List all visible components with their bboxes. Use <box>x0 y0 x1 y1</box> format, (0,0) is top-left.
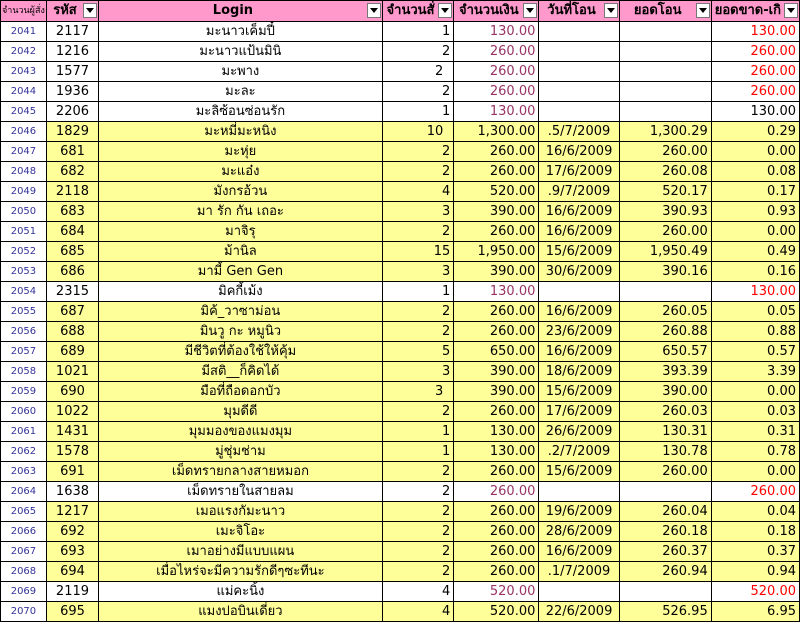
header-balance <box>711 1 799 22</box>
row-number[interactable]: 2051 <box>1 222 47 242</box>
date-cell[interactable]: .9/7/2009 <box>539 182 619 202</box>
qty-cell[interactable]: 2 <box>382 522 454 542</box>
login-cell[interactable]: มา รัก กัน เถอะ <box>99 202 383 222</box>
balance-cell[interactable]: 0.18 <box>711 522 799 542</box>
amount-cell[interactable]: 260.00 <box>454 502 539 522</box>
table-row <box>1 302 800 322</box>
filter-dropdown-icon[interactable] <box>367 3 381 18</box>
row-number[interactable]: 2065 <box>1 502 47 522</box>
balance-cell[interactable]: 0.93 <box>711 202 799 222</box>
transfer-cell[interactable]: 260.00 <box>619 142 711 162</box>
code-cell[interactable]: 1431 <box>46 422 98 442</box>
date-cell[interactable]: .5/7/2009 <box>539 122 619 142</box>
row-number[interactable]: 2067 <box>1 542 47 562</box>
balance-cell[interactable]: 0.00 <box>711 142 799 162</box>
qty-cell[interactable]: 2 <box>382 502 454 522</box>
table-row <box>1 562 800 582</box>
transfer-cell[interactable]: 390.00 <box>619 382 711 402</box>
header-transfer-label: ยอดโอน <box>633 3 682 18</box>
amount-cell[interactable]: 1,950.00 <box>454 242 539 262</box>
table-row <box>1 582 800 602</box>
login-cell[interactable]: มะนาวเค็มปี๋ <box>99 22 383 42</box>
balance-cell[interactable]: 0.00 <box>711 382 799 402</box>
transfer-cell[interactable] <box>619 482 711 502</box>
login-cell[interactable]: มินวู กะ หมูนิว <box>99 322 383 342</box>
balance-cell[interactable]: 0.16 <box>711 262 799 282</box>
amount-cell[interactable]: 390.00 <box>454 202 539 222</box>
balance-cell[interactable]: 6.95 <box>711 602 799 622</box>
qty-cell[interactable]: 4 <box>382 182 454 202</box>
row-number[interactable]: 2053 <box>1 262 47 282</box>
row-number[interactable]: 2043 <box>1 62 47 82</box>
table-row <box>1 522 800 542</box>
amount-cell[interactable]: 130.00 <box>454 442 539 462</box>
amount-cell[interactable]: 520.00 <box>454 182 539 202</box>
balance-cell[interactable]: 0.31 <box>711 422 799 442</box>
login-cell[interactable]: เมื่อไหร่จะมีความรักดีๆซะทีนะ <box>99 562 383 582</box>
transfer-cell[interactable] <box>619 582 711 602</box>
transfer-cell[interactable]: 390.16 <box>619 262 711 282</box>
qty-cell[interactable]: 1 <box>382 102 454 122</box>
login-cell[interactable]: มุมดีดี <box>99 402 383 422</box>
date-cell[interactable] <box>539 82 619 102</box>
balance-cell[interactable]: 520.00 <box>711 582 799 602</box>
transfer-cell[interactable] <box>619 62 711 82</box>
balance-cell[interactable]: 260.00 <box>711 42 799 62</box>
amount-cell[interactable]: 130.00 <box>454 102 539 122</box>
row-number[interactable]: 2044 <box>1 82 47 102</box>
transfer-cell[interactable]: 260.00 <box>619 222 711 242</box>
amount-cell[interactable]: 260.00 <box>454 402 539 422</box>
amount-cell[interactable]: 1,300.00 <box>454 122 539 142</box>
table-row <box>1 362 800 382</box>
qty-cell[interactable]: 10 <box>382 122 454 142</box>
row-number[interactable]: 2059 <box>1 382 47 402</box>
row-number[interactable]: 2052 <box>1 242 47 262</box>
header-transfer <box>619 1 711 22</box>
date-cell[interactable]: 16/6/2009 <box>539 142 619 162</box>
code-cell[interactable]: 2315 <box>46 282 98 302</box>
date-cell[interactable]: 16/6/2009 <box>539 202 619 222</box>
amount-cell[interactable]: 260.00 <box>454 222 539 242</box>
date-cell[interactable]: 15/6/2009 <box>539 382 619 402</box>
code-cell[interactable]: 681 <box>46 142 98 162</box>
date-cell[interactable] <box>539 482 619 502</box>
code-cell[interactable]: 1578 <box>46 442 98 462</box>
row-number[interactable]: 2060 <box>1 402 47 422</box>
table-row <box>1 462 800 482</box>
row-number[interactable]: 2054 <box>1 282 47 302</box>
filter-dropdown-icon[interactable] <box>604 3 618 18</box>
balance-cell[interactable]: 0.04 <box>711 502 799 522</box>
row-number[interactable]: 2048 <box>1 162 47 182</box>
login-cell[interactable]: แม่คะนิ้ง <box>99 582 383 602</box>
balance-cell[interactable]: 0.08 <box>711 162 799 182</box>
transfer-cell[interactable]: 650.57 <box>619 342 711 362</box>
code-cell[interactable]: 1217 <box>46 502 98 522</box>
header-qty-label: จำนวนสั่ <box>386 3 435 18</box>
row-number[interactable]: 2050 <box>1 202 47 222</box>
row-number[interactable]: 2046 <box>1 122 47 142</box>
row-number[interactable]: 2047 <box>1 142 47 162</box>
code-cell[interactable]: 2119 <box>46 582 98 602</box>
qty-cell[interactable]: 15 <box>382 242 454 262</box>
amount-cell[interactable]: 260.00 <box>454 82 539 102</box>
header-qty <box>382 1 454 22</box>
login-cell[interactable]: มะหมี่มะหนิง <box>99 122 383 142</box>
date-cell[interactable]: 23/6/2009 <box>539 322 619 342</box>
transfer-cell[interactable]: 260.05 <box>619 302 711 322</box>
header-date <box>539 1 619 22</box>
transfer-cell[interactable] <box>619 282 711 302</box>
table-row <box>1 242 800 262</box>
amount-cell[interactable]: 130.00 <box>454 282 539 302</box>
qty-cell[interactable]: 1 <box>382 282 454 302</box>
code-cell[interactable]: 694 <box>46 562 98 582</box>
table-row <box>1 42 800 62</box>
code-cell[interactable]: 1216 <box>46 42 98 62</box>
code-cell[interactable]: 1638 <box>46 482 98 502</box>
header-amount-label: จำนวนเงิน <box>459 3 519 18</box>
amount-cell[interactable]: 650.00 <box>454 342 539 362</box>
balance-cell[interactable]: 0.05 <box>711 302 799 322</box>
balance-cell[interactable]: 260.00 <box>711 62 799 82</box>
row-number[interactable]: 2049 <box>1 182 47 202</box>
balance-cell[interactable]: 130.00 <box>711 282 799 302</box>
transfer-cell[interactable]: 526.95 <box>619 602 711 622</box>
code-cell[interactable]: 695 <box>46 602 98 622</box>
code-cell[interactable]: 683 <box>46 202 98 222</box>
amount-cell[interactable]: 260.00 <box>454 302 539 322</box>
header-login <box>99 1 383 22</box>
transfer-cell[interactable]: 260.03 <box>619 402 711 422</box>
qty-cell[interactable]: 2 <box>382 142 454 162</box>
filter-dropdown-icon[interactable] <box>784 3 798 18</box>
table-row <box>1 222 800 242</box>
amount-cell[interactable]: 520.00 <box>454 582 539 602</box>
filter-dropdown-icon[interactable] <box>523 3 537 18</box>
login-cell[interactable]: ม้านิล <box>99 242 383 262</box>
amount-cell[interactable]: 130.00 <box>454 422 539 442</box>
login-cell[interactable]: มามี้ Gen Gen <box>99 262 383 282</box>
transfer-cell[interactable]: 130.31 <box>619 422 711 442</box>
code-cell[interactable]: 682 <box>46 162 98 182</box>
login-cell[interactable]: มะแอ๋ง <box>99 162 383 182</box>
qty-cell[interactable]: 2 <box>382 62 454 82</box>
code-cell[interactable]: 689 <box>46 342 98 362</box>
qty-cell[interactable]: 3 <box>382 362 454 382</box>
balance-cell[interactable]: 130.00 <box>711 22 799 42</box>
login-cell[interactable]: มะละ <box>99 82 383 102</box>
login-cell[interactable]: เมะจิโอะ <box>99 522 383 542</box>
qty-cell[interactable]: 2 <box>382 322 454 342</box>
date-cell[interactable]: 28/6/2009 <box>539 522 619 542</box>
qty-cell[interactable]: 3 <box>382 262 454 282</box>
login-cell[interactable]: เม็ดทรายกลางสายหมอก <box>99 462 383 482</box>
balance-cell[interactable]: 0.00 <box>711 462 799 482</box>
date-cell[interactable] <box>539 22 619 42</box>
qty-cell[interactable]: 1 <box>382 22 454 42</box>
transfer-cell[interactable]: 260.94 <box>619 562 711 582</box>
table-row <box>1 442 800 462</box>
amount-cell[interactable]: 390.00 <box>454 362 539 382</box>
transfer-cell[interactable]: 390.93 <box>619 202 711 222</box>
date-cell[interactable] <box>539 102 619 122</box>
transfer-cell[interactable]: 1,300.29 <box>619 122 711 142</box>
table-row <box>1 142 800 162</box>
code-cell[interactable]: 692 <box>46 522 98 542</box>
qty-cell[interactable]: 2 <box>382 462 454 482</box>
balance-cell[interactable]: 0.94 <box>711 562 799 582</box>
table-row <box>1 382 800 402</box>
code-cell[interactable]: 2206 <box>46 102 98 122</box>
qty-cell[interactable]: 3 <box>382 382 454 402</box>
code-cell[interactable]: 1021 <box>46 362 98 382</box>
login-cell[interactable]: มีสติ__ก็คิดได้ <box>99 362 383 382</box>
date-cell[interactable] <box>539 582 619 602</box>
date-cell[interactable]: 22/6/2009 <box>539 602 619 622</box>
date-cell[interactable]: 30/6/2009 <box>539 262 619 282</box>
header-rownum-label: จำนวนผู้สั่ง <box>2 6 45 16</box>
qty-cell[interactable]: 4 <box>382 582 454 602</box>
header-balance-label: ยอดขาด-เกิ <box>714 3 781 18</box>
header-login-label: Login <box>212 3 254 18</box>
row-number[interactable]: 2061 <box>1 422 47 442</box>
login-cell[interactable]: มะนาวแป้นมินิ <box>99 42 383 62</box>
balance-cell[interactable]: 0.57 <box>711 342 799 362</box>
filter-dropdown-icon[interactable] <box>438 3 452 18</box>
amount-cell[interactable]: 390.00 <box>454 382 539 402</box>
code-cell[interactable]: 1829 <box>46 122 98 142</box>
balance-cell[interactable]: 260.00 <box>711 82 799 102</box>
row-number[interactable]: 2068 <box>1 562 47 582</box>
qty-cell[interactable]: 2 <box>382 82 454 102</box>
transfer-cell[interactable]: 520.17 <box>619 182 711 202</box>
date-cell[interactable]: 19/6/2009 <box>539 502 619 522</box>
table-row <box>1 82 800 102</box>
amount-cell[interactable]: 260.00 <box>454 522 539 542</box>
table-row <box>1 62 800 82</box>
row-number[interactable]: 2070 <box>1 602 47 622</box>
table-row <box>1 102 800 122</box>
qty-cell[interactable]: 2 <box>382 42 454 62</box>
date-cell[interactable]: .1/7/2009 <box>539 562 619 582</box>
qty-cell[interactable]: 2 <box>382 402 454 422</box>
login-cell[interactable]: มะหุ่ย <box>99 142 383 162</box>
amount-cell[interactable]: 260.00 <box>454 142 539 162</box>
transfer-cell[interactable] <box>619 22 711 42</box>
date-cell[interactable]: 17/6/2009 <box>539 162 619 182</box>
login-cell[interactable]: มะลิซ้อนซ่อนรัก <box>99 102 383 122</box>
amount-cell[interactable]: 520.00 <box>454 602 539 622</box>
amount-cell[interactable]: 260.00 <box>454 562 539 582</box>
header-rownum <box>1 1 47 22</box>
amount-cell[interactable]: 260.00 <box>454 482 539 502</box>
filter-dropdown-icon[interactable] <box>83 3 97 18</box>
date-cell[interactable]: 16/6/2009 <box>539 302 619 322</box>
date-cell[interactable]: 26/6/2009 <box>539 422 619 442</box>
transfer-cell[interactable]: 260.88 <box>619 322 711 342</box>
qty-cell[interactable]: 2 <box>382 302 454 322</box>
login-cell[interactable]: มะพาง <box>99 62 383 82</box>
table-row <box>1 542 800 562</box>
transfer-cell[interactable]: 393.39 <box>619 362 711 382</box>
date-cell[interactable] <box>539 42 619 62</box>
table-row <box>1 482 800 502</box>
code-cell[interactable]: 2117 <box>46 22 98 42</box>
filter-dropdown-icon[interactable] <box>696 3 710 18</box>
table-row <box>1 162 800 182</box>
balance-cell[interactable]: 0.37 <box>711 542 799 562</box>
date-cell[interactable] <box>539 62 619 82</box>
table-row <box>1 402 800 422</box>
code-cell[interactable]: 1577 <box>46 62 98 82</box>
qty-cell[interactable]: 2 <box>382 162 454 182</box>
login-cell[interactable]: มีชีวิตที่ต้องใช้ให้คุ้ม <box>99 342 383 362</box>
qty-cell[interactable]: 4 <box>382 602 454 622</box>
balance-cell[interactable]: 0.03 <box>711 402 799 422</box>
table-row <box>1 322 800 342</box>
amount-cell[interactable]: 390.00 <box>454 262 539 282</box>
transfer-cell[interactable]: 1,950.49 <box>619 242 711 262</box>
table-row <box>1 422 800 442</box>
code-cell[interactable]: 687 <box>46 302 98 322</box>
date-cell[interactable]: 16/6/2009 <box>539 222 619 242</box>
login-cell[interactable]: มือที่ถือดอกบัว <box>99 382 383 402</box>
login-cell[interactable]: แมงปอบินเดี่ยว <box>99 602 383 622</box>
header-date-label: วันที่โอน <box>547 3 596 18</box>
header-code-label: รหัส <box>53 3 77 18</box>
table-row <box>1 262 800 282</box>
balance-cell[interactable]: 3.39 <box>711 362 799 382</box>
qty-cell[interactable]: 1 <box>382 442 454 462</box>
date-cell[interactable]: 15/6/2009 <box>539 242 619 262</box>
transfer-cell[interactable]: 260.00 <box>619 462 711 482</box>
row-number[interactable]: 2057 <box>1 342 47 362</box>
header-row <box>1 1 800 22</box>
balance-cell[interactable]: 0.00 <box>711 222 799 242</box>
date-cell[interactable]: 18/6/2009 <box>539 362 619 382</box>
amount-cell[interactable]: 260.00 <box>454 322 539 342</box>
balance-cell[interactable]: 0.29 <box>711 122 799 142</box>
table-row <box>1 182 800 202</box>
amount-cell[interactable]: 130.00 <box>454 22 539 42</box>
table-row <box>1 122 800 142</box>
amount-cell[interactable]: 260.00 <box>454 62 539 82</box>
qty-cell[interactable]: 3 <box>382 202 454 222</box>
login-cell[interactable]: เมอแรงกัมะนาว <box>99 502 383 522</box>
transfer-cell[interactable]: 260.08 <box>619 162 711 182</box>
qty-cell[interactable]: 5 <box>382 342 454 362</box>
balance-cell[interactable]: 130.00 <box>711 102 799 122</box>
row-number[interactable]: 2056 <box>1 322 47 342</box>
table-row <box>1 22 800 42</box>
code-cell[interactable]: 685 <box>46 242 98 262</box>
balance-cell[interactable]: 0.17 <box>711 182 799 202</box>
code-cell[interactable]: 690 <box>46 382 98 402</box>
code-cell[interactable]: 1022 <box>46 402 98 422</box>
transfer-cell[interactable]: 260.18 <box>619 522 711 542</box>
transfer-cell[interactable] <box>619 42 711 62</box>
qty-cell[interactable]: 2 <box>382 222 454 242</box>
code-cell[interactable]: 688 <box>46 322 98 342</box>
row-number[interactable]: 2069 <box>1 582 47 602</box>
transfer-cell[interactable]: 130.78 <box>619 442 711 462</box>
amount-cell[interactable]: 260.00 <box>454 162 539 182</box>
code-cell[interactable]: 684 <box>46 222 98 242</box>
code-cell[interactable]: 686 <box>46 262 98 282</box>
row-number[interactable]: 2042 <box>1 42 47 62</box>
date-cell[interactable]: 17/6/2009 <box>539 402 619 422</box>
amount-cell[interactable]: 260.00 <box>454 462 539 482</box>
code-cell[interactable]: 691 <box>46 462 98 482</box>
balance-cell[interactable]: 260.00 <box>711 482 799 502</box>
row-number[interactable]: 2063 <box>1 462 47 482</box>
login-cell[interactable]: มาจิรุ <box>99 222 383 242</box>
transfer-cell[interactable] <box>619 82 711 102</box>
date-cell[interactable]: .2/7/2009 <box>539 442 619 462</box>
row-number[interactable]: 2064 <box>1 482 47 502</box>
transfer-cell[interactable]: 260.04 <box>619 502 711 522</box>
date-cell[interactable]: 16/6/2009 <box>539 342 619 362</box>
qty-cell[interactable]: 2 <box>382 562 454 582</box>
row-number[interactable]: 2058 <box>1 362 47 382</box>
balance-cell[interactable]: 0.49 <box>711 242 799 262</box>
qty-cell[interactable]: 2 <box>382 542 454 562</box>
transfer-cell[interactable] <box>619 102 711 122</box>
balance-cell[interactable]: 0.78 <box>711 442 799 462</box>
table-row <box>1 602 800 622</box>
row-number[interactable]: 2062 <box>1 442 47 462</box>
table-row <box>1 342 800 362</box>
login-cell[interactable]: มุมมองของแมงมุม <box>99 422 383 442</box>
qty-cell[interactable]: 2 <box>382 482 454 502</box>
table-row <box>1 502 800 522</box>
transfer-cell[interactable]: 260.37 <box>619 542 711 562</box>
login-cell[interactable]: มิคกี้เม้ง <box>99 282 383 302</box>
login-cell[interactable]: เม็ดทรายในสายลม <box>99 482 383 502</box>
date-cell[interactable]: 16/6/2009 <box>539 542 619 562</box>
code-cell[interactable]: 2118 <box>46 182 98 202</box>
code-cell[interactable]: 1936 <box>46 82 98 102</box>
login-cell[interactable]: มู่ชุ่มช่าม <box>99 442 383 462</box>
date-cell[interactable]: 15/6/2009 <box>539 462 619 482</box>
table-row <box>1 282 800 302</box>
amount-cell[interactable]: 260.00 <box>454 542 539 562</box>
header-code <box>46 1 98 22</box>
login-cell[interactable]: เมาอย่างมีแบบแผน <box>99 542 383 562</box>
code-cell[interactable]: 693 <box>46 542 98 562</box>
row-number[interactable]: 2041 <box>1 22 47 42</box>
login-cell[interactable]: มังกรอ้วน <box>99 182 383 202</box>
balance-cell[interactable]: 0.88 <box>711 322 799 342</box>
qty-cell[interactable]: 1 <box>382 422 454 442</box>
amount-cell[interactable]: 260.00 <box>454 42 539 62</box>
row-number[interactable]: 2045 <box>1 102 47 122</box>
header-amount <box>454 1 539 22</box>
row-number[interactable]: 2066 <box>1 522 47 542</box>
table-row <box>1 202 800 222</box>
date-cell[interactable] <box>539 282 619 302</box>
row-number[interactable]: 2055 <box>1 302 47 322</box>
login-cell[interactable]: มิค้_วาซาม่อน <box>99 302 383 322</box>
